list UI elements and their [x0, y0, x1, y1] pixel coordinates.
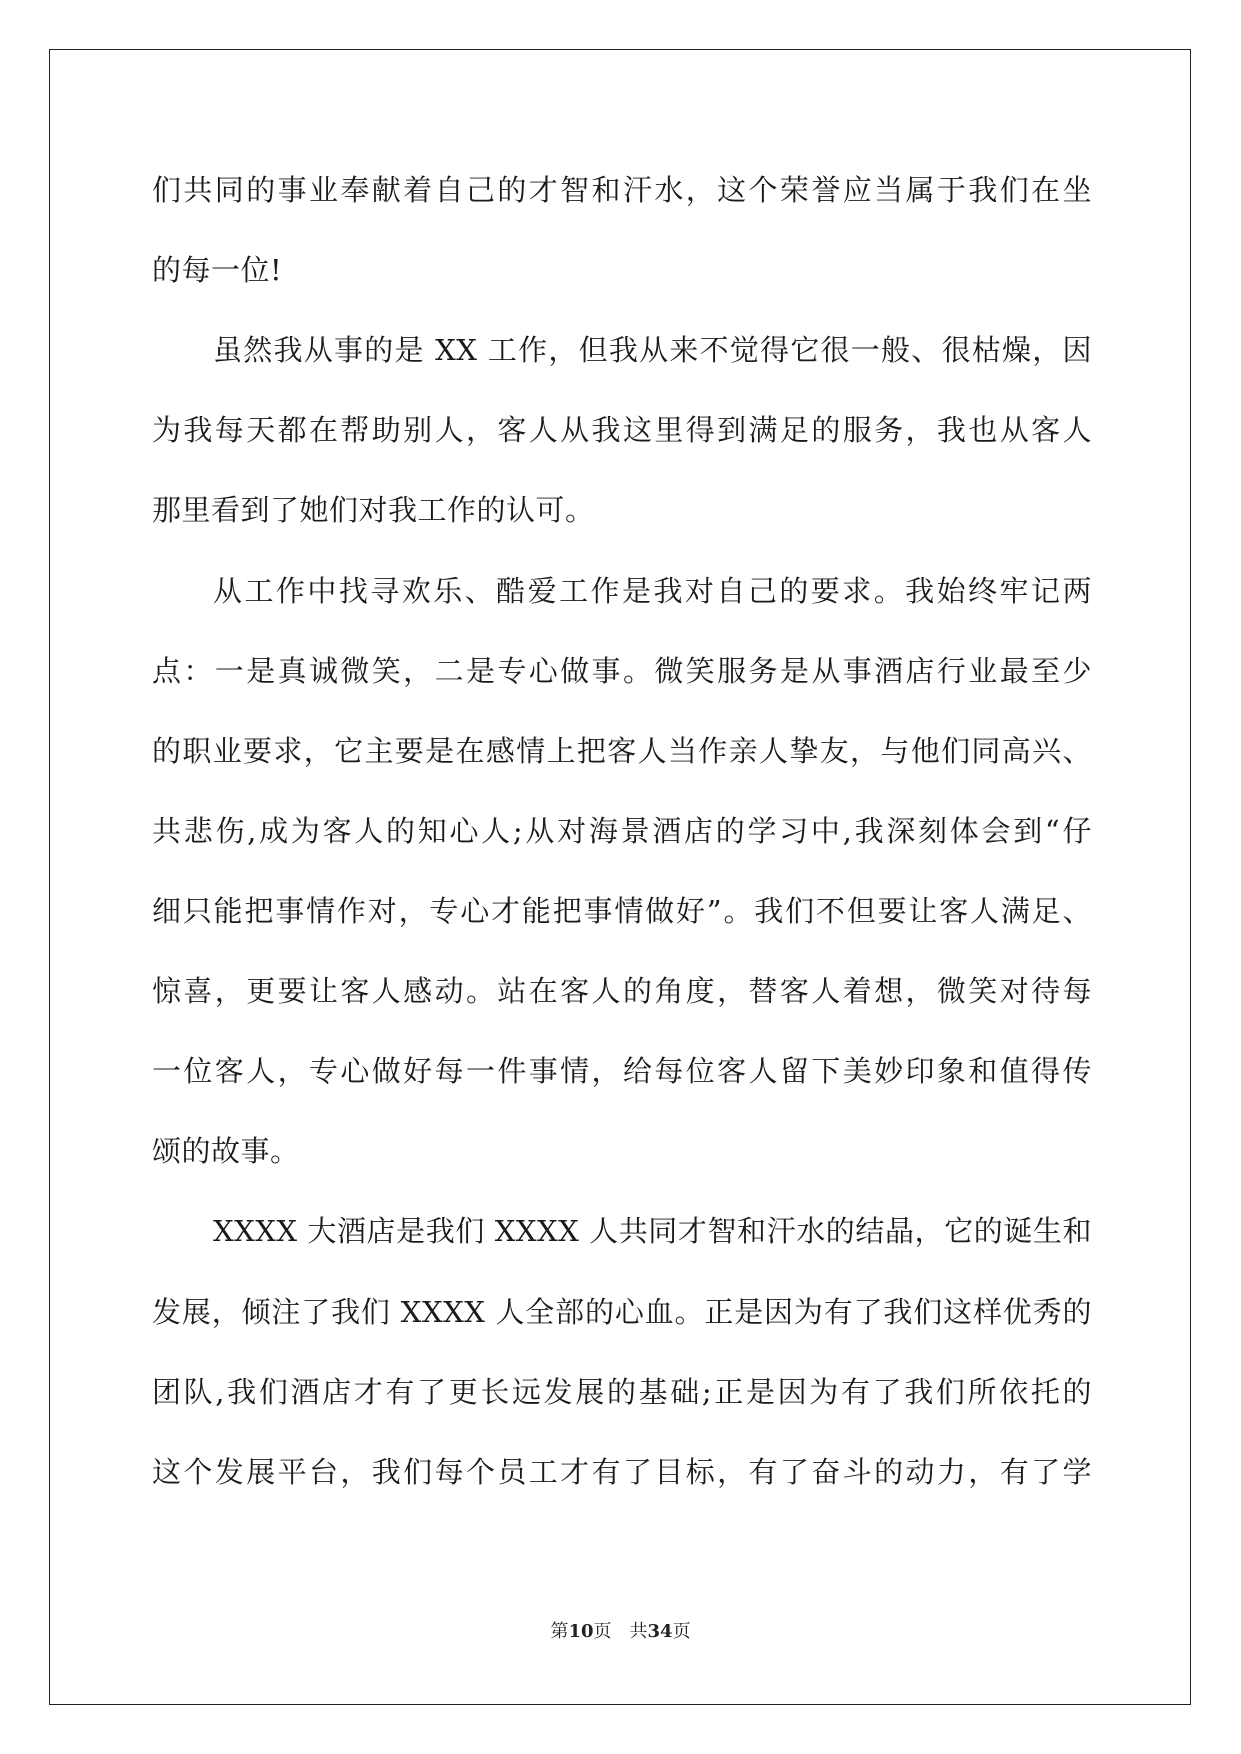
text-line: 这个发展平台，我们每个员工才有了目标，有了奋斗的动力，有了学 [152, 1455, 1092, 1489]
text-line: 发展，倾注了我们 XXXX 人全部的心血。正是因为有了我们这样优秀的 [152, 1295, 1092, 1329]
text-line: 颂的故事。 [152, 1134, 300, 1168]
text-line: 团队,我们酒店才有了更长远发展的基础;正是因为有了我们所依托的 [152, 1375, 1092, 1409]
total-prefix: 共 [629, 1621, 648, 1642]
text-line: 那里看到了她们对我工作的认可。 [152, 493, 595, 527]
total-suffix: 页 [672, 1621, 691, 1642]
text-line: 点：一是真诚微笑，二是专心做事。微笑服务是从事酒店行业最至少 [152, 654, 1092, 688]
page-current: 10 [568, 1621, 594, 1642]
page-total: 34 [647, 1621, 673, 1642]
text-line: 共悲伤,成为客人的知心人;从对海景酒店的学习中,我深刻体会到“仔 [152, 814, 1092, 848]
page-prefix: 第 [550, 1621, 569, 1642]
text-line: 细只能把事情作对，专心才能把事情做好”。我们不但要让客人满足、 [152, 894, 1092, 928]
paragraph-first-line: 虽然我从事的是 XX 工作，但我从来不觉得它很一般、很枯燥，因 [213, 333, 1092, 367]
text-line: 为我每天都在帮助别人，客人从我这里得到满足的服务，我也从客人 [152, 413, 1092, 447]
paragraph-first-line: XXXX 大酒店是我们 XXXX 人共同才智和汗水的结晶，它的诞生和 [213, 1214, 1092, 1248]
text-line: 一位客人，专心做好每一件事情，给每位客人留下美妙印象和值得传 [152, 1054, 1092, 1088]
text-line: 惊喜，更要让客人感动。站在客人的角度，替客人着想，微笑对待每 [152, 974, 1092, 1008]
text-line: 的职业要求，它主要是在感情上把客人当作亲人挚友，与他们同高兴、 [152, 734, 1092, 768]
page-footer [0, 1620, 1241, 1644]
paragraph-first-line: 从工作中找寻欢乐、酷爱工作是我对自己的要求。我始终牢记两 [213, 574, 1092, 608]
text-line: 们共同的事业奉献着自己的才智和汗水，这个荣誉应当属于我们在坐 [152, 173, 1092, 207]
page-suffix: 页 [593, 1621, 612, 1642]
text-line: 的每一位! [152, 253, 283, 287]
